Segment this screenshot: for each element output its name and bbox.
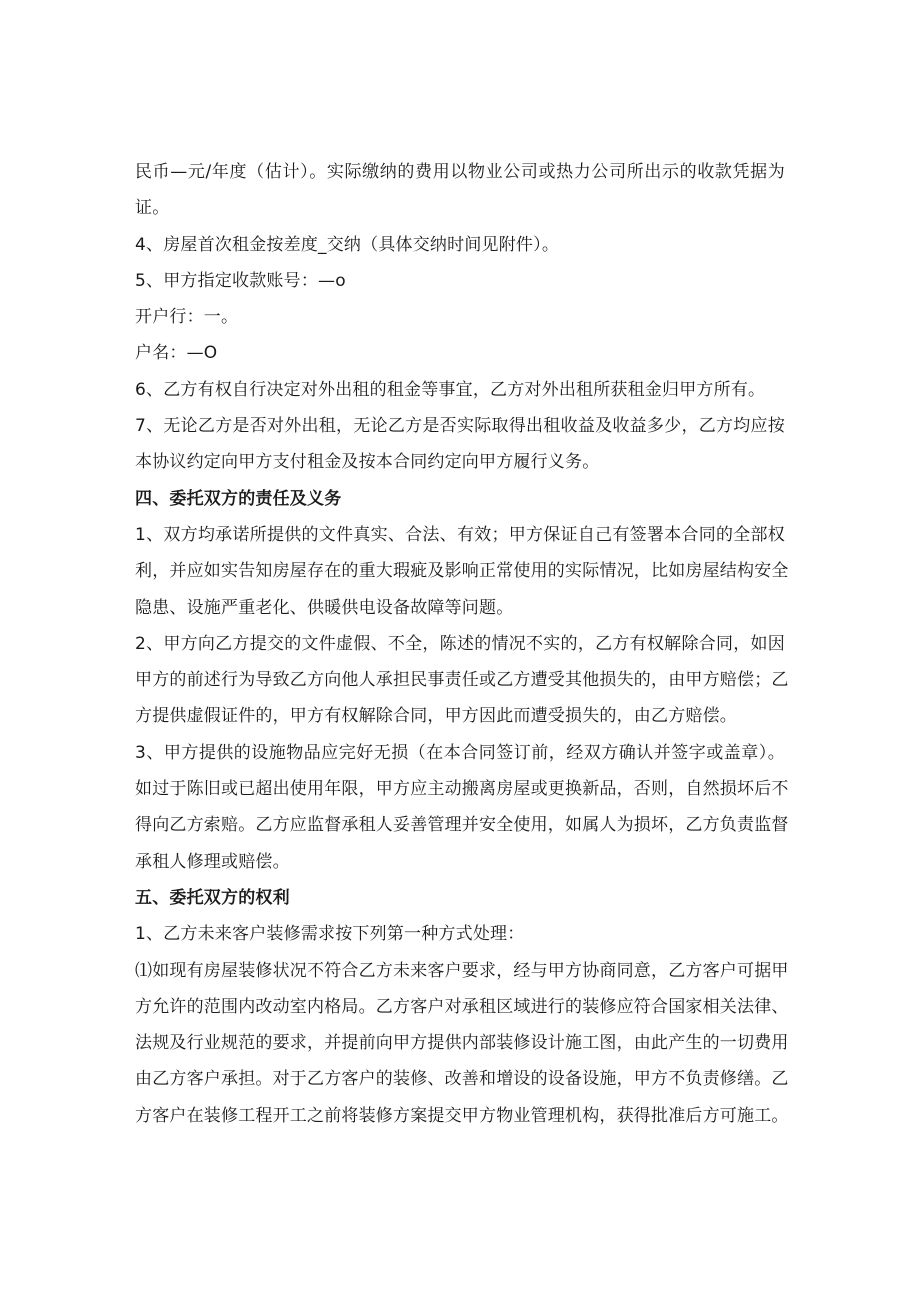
text-line: 1、乙方未来客户装修需求按下列第一种方式处理： — [135, 924, 525, 945]
text-line: 证。 — [135, 198, 170, 219]
text-line: 6、乙方有权自行决定对外出租的租金等事宜，乙方对外出租所获租金归甲方所有。 — [135, 379, 766, 400]
text-line: 7、无论乙方是否对外出租，无论乙方是否实际取得出租收益及收益多少，乙方均应按 — [135, 416, 785, 437]
text-line: 如过于陈旧或已超出使用年限，甲方应主动搬离房屋或更换新品，否则，自然损坏后不 — [135, 779, 789, 800]
text-line: 4、房屋首次租金按差度_交纳（具体交纳时间见附件）。 — [135, 234, 560, 255]
text-line: 户名：—O — [135, 343, 218, 364]
text-line: 方客户在装修工程开工之前将装修方案提交甲方物业管理机构，获得批准后方可施工。 — [135, 1105, 789, 1126]
text-line: 3、甲方提供的设施物品应完好无损（在本合同签订前，经双方确认并签字或盖章）。 — [135, 742, 785, 763]
text-line: 得向乙方索赔。乙方应监督承租人妥善管理并安全使用，如属人为损坏，乙方负责监督 — [135, 815, 789, 836]
text-line: 开户行：一。 — [135, 307, 239, 328]
text-line: 本协议约定向甲方支付租金及按本合同约定向甲方履行义务。 — [135, 452, 600, 473]
text-line: 方提供虚假证件的，甲方有权解除合同，甲方因此而遭受损失的，由乙方赔偿。 — [135, 706, 737, 727]
text-line: 5、甲方指定收款账号：—o — [135, 270, 346, 291]
text-line: 甲方的前述行为导致乙方向他人承担民事责任或乙方遭受其他损失的，由甲方赔偿；乙 — [135, 670, 789, 691]
text-line: 承租人修理或赔偿。 — [135, 851, 290, 872]
text-line: 民币—元/年度（估计）。实际缴纳的费用以物业公司或热力公司所出示的收款凭据为 — [135, 162, 785, 182]
document-page — [135, 154, 789, 1134]
text-line: 法规及行业规范的要求，并提前向甲方提供内部装修设计施工图，由此产生的一切费用 — [135, 1033, 789, 1054]
text-line: 2、甲方向乙方提交的文件虚假、不全，陈述的情况不实的，乙方有权解除合同，如因 — [135, 633, 785, 654]
text-line: 由乙方客户承担。对于乙方客户的装修、改善和增设的设备设施，甲方不负责修缮。乙 — [135, 1069, 789, 1090]
text-line: ⑴如现有房屋装修状况不符合乙方未来客户要求，经与甲方协商同意，乙方客户可据甲 — [135, 960, 789, 981]
section-heading: 五、委托双方的权利 — [135, 887, 290, 908]
text-line: 利，并应如实告知房屋存在的重大瑕疵及影响正常使用的实际情况，比如房屋结构安全 — [135, 561, 789, 582]
text-line: 隐患、设施严重老化、供暖供电设备故障等问题。 — [135, 597, 514, 618]
text-line: 方允许的范围内改动室内格局。乙方客户对承租区域进行的装修应符合国家相关法律、 — [135, 996, 789, 1017]
text-line: 1、双方均承诺所提供的文件真实、合法、有效；甲方保证自己有签署本合同的全部权 — [135, 524, 785, 545]
section-heading: 四、委托双方的责任及义务 — [135, 488, 342, 509]
